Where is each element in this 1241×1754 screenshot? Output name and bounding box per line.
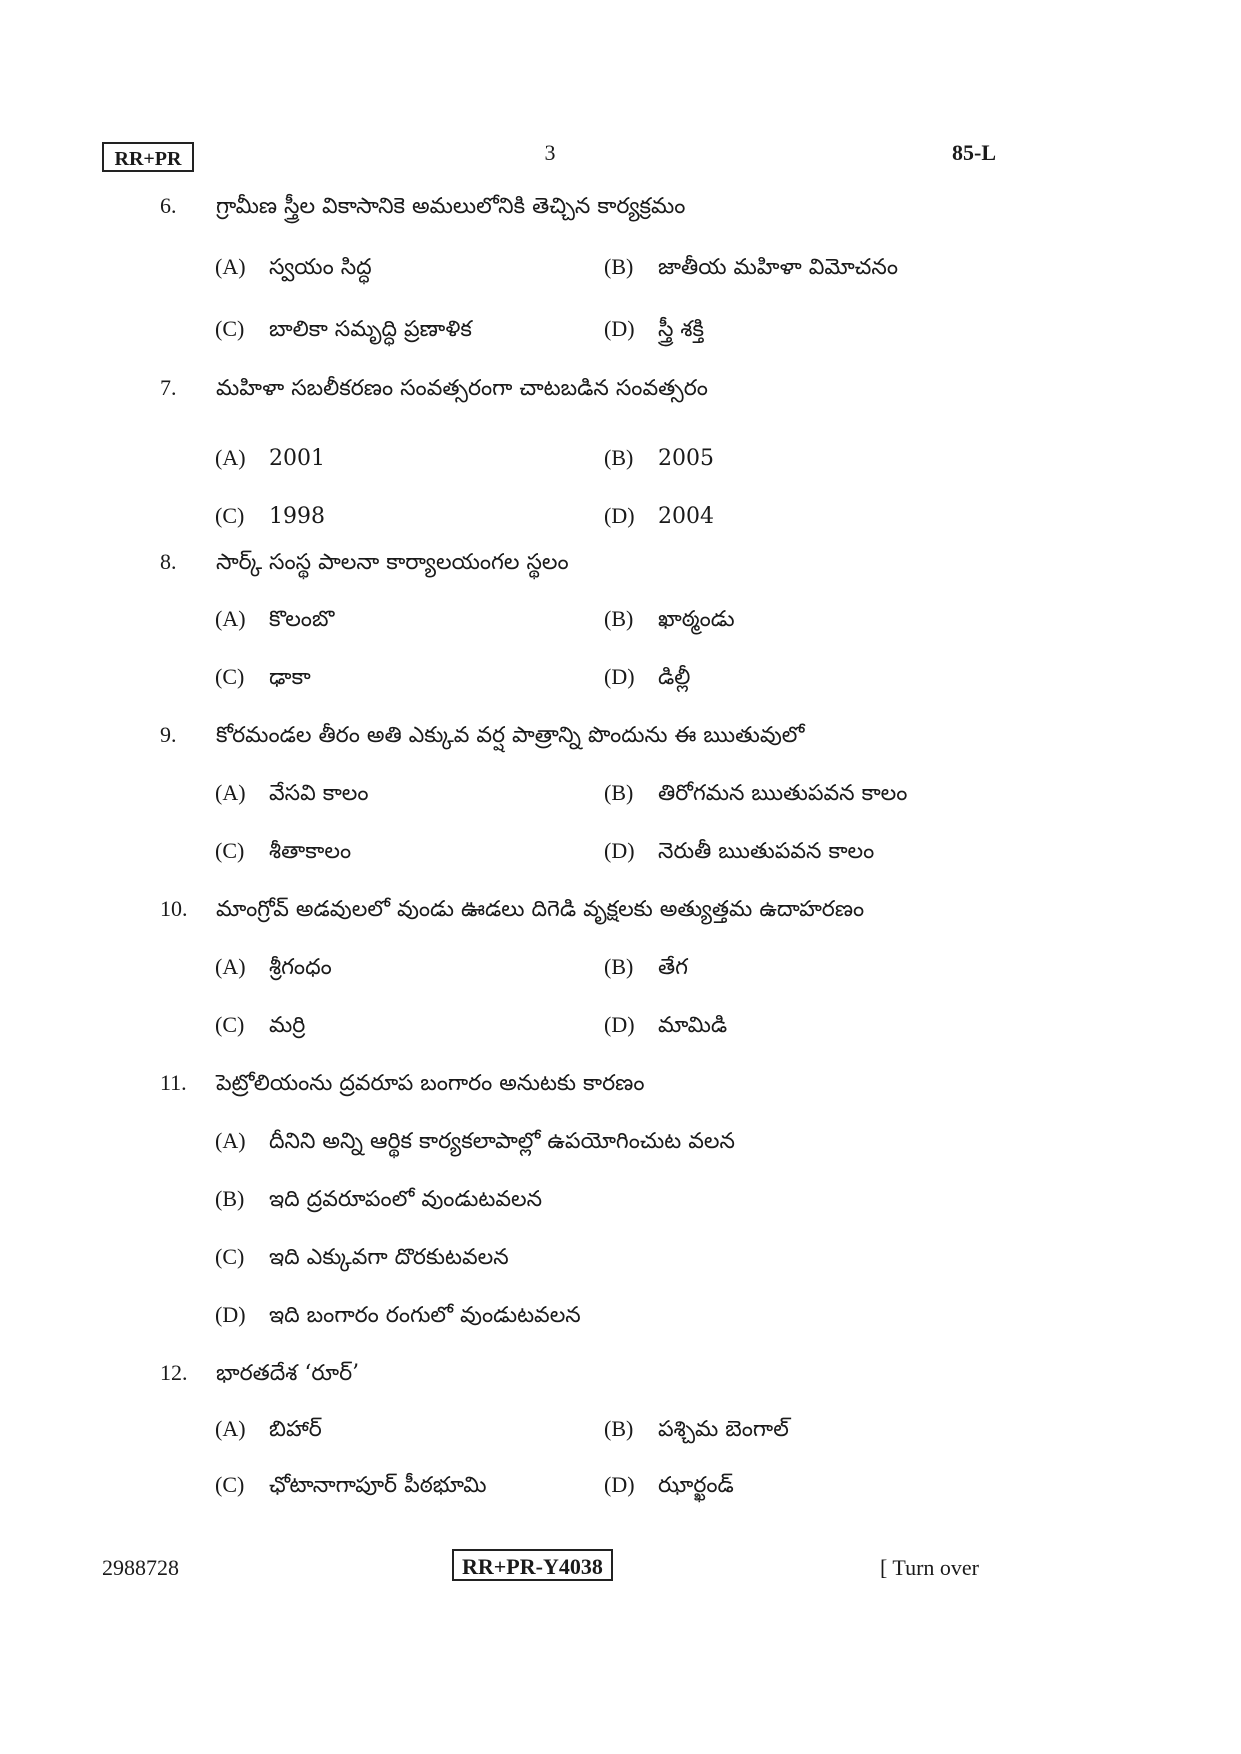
question-text: భారతదేశ ‘రూర్’ xyxy=(216,1361,360,1386)
option-label: (B) xyxy=(215,1186,245,1211)
option-text: మర్రి xyxy=(269,1013,306,1038)
option-8b xyxy=(604,606,735,637)
option-text: వేసవి కాలం xyxy=(269,781,369,806)
option-text: 2004 xyxy=(658,504,714,529)
option-label: (B) xyxy=(604,954,634,979)
option-6a xyxy=(215,254,372,285)
option-label: (C) xyxy=(215,664,245,689)
question-text: మాంగ్రోవ్ అడవులలో వుండు ఊడలు దిగెడి వృక్షలకు అత్యుత్తమ ఉదాహరణం xyxy=(216,897,865,922)
question-text: మహిళా సబలీకరణం సంవత్సరంగా చాటబడిన సంవత్సరం xyxy=(216,376,708,401)
option-text: 2001 xyxy=(269,446,325,471)
option-label: (C) xyxy=(215,1472,245,1497)
option-label: (A) xyxy=(215,954,246,979)
option-text: ఢాకా xyxy=(269,665,311,690)
question-number: 12. xyxy=(160,1360,188,1385)
header-series-box: RR+PR xyxy=(102,142,194,172)
option-text: స్త్రీ శక్తి xyxy=(658,317,705,342)
option-label: (B) xyxy=(604,445,634,470)
option-10c xyxy=(215,1012,305,1043)
option-label: (A) xyxy=(215,1416,246,1441)
option-7d xyxy=(604,503,714,529)
footer-set-code-box: RR+PR-Y4038 xyxy=(452,1549,613,1581)
option-label: (A) xyxy=(215,445,246,470)
question-8 xyxy=(160,549,569,580)
option-11b xyxy=(215,1186,542,1217)
option-label: (D) xyxy=(215,1302,246,1327)
option-9c xyxy=(215,838,351,869)
option-label: (A) xyxy=(215,606,246,631)
option-label: (C) xyxy=(215,1012,245,1037)
option-10a xyxy=(215,954,332,985)
option-text: తిరోగమన ఋతుపవన కాలం xyxy=(658,781,908,806)
question-number: 8. xyxy=(160,549,177,574)
option-6d xyxy=(604,316,704,347)
option-text: ఛోటానాగాపూర్ పీఠభూమి xyxy=(269,1473,487,1498)
option-12d xyxy=(604,1472,734,1503)
option-label: (D) xyxy=(604,1012,635,1037)
option-label: (A) xyxy=(215,1128,246,1153)
option-label: (D) xyxy=(604,316,635,341)
option-7c xyxy=(215,503,325,529)
option-12a xyxy=(215,1416,322,1447)
option-11a xyxy=(215,1128,735,1159)
option-7a xyxy=(215,445,325,471)
question-text: కోరమండల తీరం అతి ఎక్కువ వర్ష పాత్రాన్ని పొందును ఈ ఋతువులో xyxy=(216,723,805,748)
option-8c xyxy=(215,664,311,695)
question-number: 6. xyxy=(160,193,177,218)
option-text: బాలికా సమృద్ధి ప్రణాళిక xyxy=(269,317,472,342)
option-9d xyxy=(604,838,874,869)
option-6c xyxy=(215,316,472,347)
option-11c xyxy=(215,1244,509,1275)
footer-turn-over: [ Turn over xyxy=(880,1555,980,1580)
option-label: (C) xyxy=(215,316,245,341)
option-label: (D) xyxy=(604,1472,635,1497)
option-text: శీతాకాలం xyxy=(269,839,352,864)
option-text: 2005 xyxy=(658,446,714,471)
option-6b xyxy=(604,254,898,285)
option-text: పశ్చిమ బెంగాల్ xyxy=(658,1417,789,1442)
question-11 xyxy=(160,1070,644,1101)
option-text: డిల్లీ xyxy=(658,665,691,690)
option-label: (C) xyxy=(215,838,245,863)
option-9a xyxy=(215,780,369,811)
option-12b xyxy=(604,1416,789,1447)
option-label: (D) xyxy=(604,838,635,863)
option-8d xyxy=(604,664,690,695)
question-text: పెట్రోలియంను ద్రవరూప బంగారం అనుటకు కారణం xyxy=(216,1071,645,1096)
option-label: (D) xyxy=(604,503,635,528)
option-12c xyxy=(215,1472,487,1503)
option-text: జాతీయ మహిళా విమోచనం xyxy=(658,255,898,280)
footer-serial-number: 2988728 xyxy=(102,1555,179,1580)
option-text: మామిడి xyxy=(658,1013,728,1038)
option-text: ఇది ద్రవరూపంలో వుండుటవలన xyxy=(269,1187,543,1212)
page-number: 3 xyxy=(544,140,556,165)
option-text: బిహార్ xyxy=(269,1417,322,1442)
option-label: (A) xyxy=(215,780,246,805)
question-12 xyxy=(160,1360,359,1391)
option-text: స్వయం సిద్ధ xyxy=(269,255,372,280)
option-text: ఇది ఎక్కువగా దొరకుటవలన xyxy=(269,1245,509,1270)
question-number: 11. xyxy=(160,1070,187,1095)
option-8a xyxy=(215,606,334,637)
option-label: (C) xyxy=(215,1244,245,1269)
question-text: గ్రామీణ స్త్రీల వికాసానికె అమలులోనికి తెచ్చిన కార్యక్రమం xyxy=(216,194,686,219)
question-6 xyxy=(160,193,685,224)
question-number: 9. xyxy=(160,722,177,747)
option-10d xyxy=(604,1012,727,1043)
option-10b xyxy=(604,954,688,985)
option-label: (C) xyxy=(215,503,245,528)
option-label: (B) xyxy=(604,254,634,279)
question-text: సార్క్ సంస్థ పాలనా కార్యాలయంగల స్థలం xyxy=(216,550,569,575)
option-text: నెరుతీ ఋతుపవన కాలం xyxy=(658,839,875,864)
question-number: 7. xyxy=(160,375,177,400)
option-label: (A) xyxy=(215,254,246,279)
option-9b xyxy=(604,780,907,811)
paper-code: 85-L xyxy=(952,140,996,165)
option-label: (D) xyxy=(604,664,635,689)
option-text: ఖాఠ్మండు xyxy=(658,607,735,632)
question-number: 10. xyxy=(160,896,188,921)
option-text: కొలంబొ xyxy=(269,607,335,632)
option-text: తేగ xyxy=(658,955,688,980)
option-text: శ్రీగంధం xyxy=(269,955,332,980)
question-7 xyxy=(160,375,708,406)
option-label: (B) xyxy=(604,780,634,805)
question-9 xyxy=(160,722,804,753)
option-7b xyxy=(604,445,714,471)
option-label: (B) xyxy=(604,606,634,631)
option-text: ఝార్ఖండ్ xyxy=(658,1473,734,1498)
option-label: (B) xyxy=(604,1416,634,1441)
option-text: 1998 xyxy=(269,504,325,529)
question-10 xyxy=(160,896,864,927)
option-text: ఇది బంగారం రంగులో వుండుటవలన xyxy=(269,1303,581,1328)
option-11d xyxy=(215,1302,581,1333)
option-text: దీనిని అన్ని ఆర్థిక కార్యకలాపాల్లో ఉపయోగించుట వలన xyxy=(269,1129,735,1154)
